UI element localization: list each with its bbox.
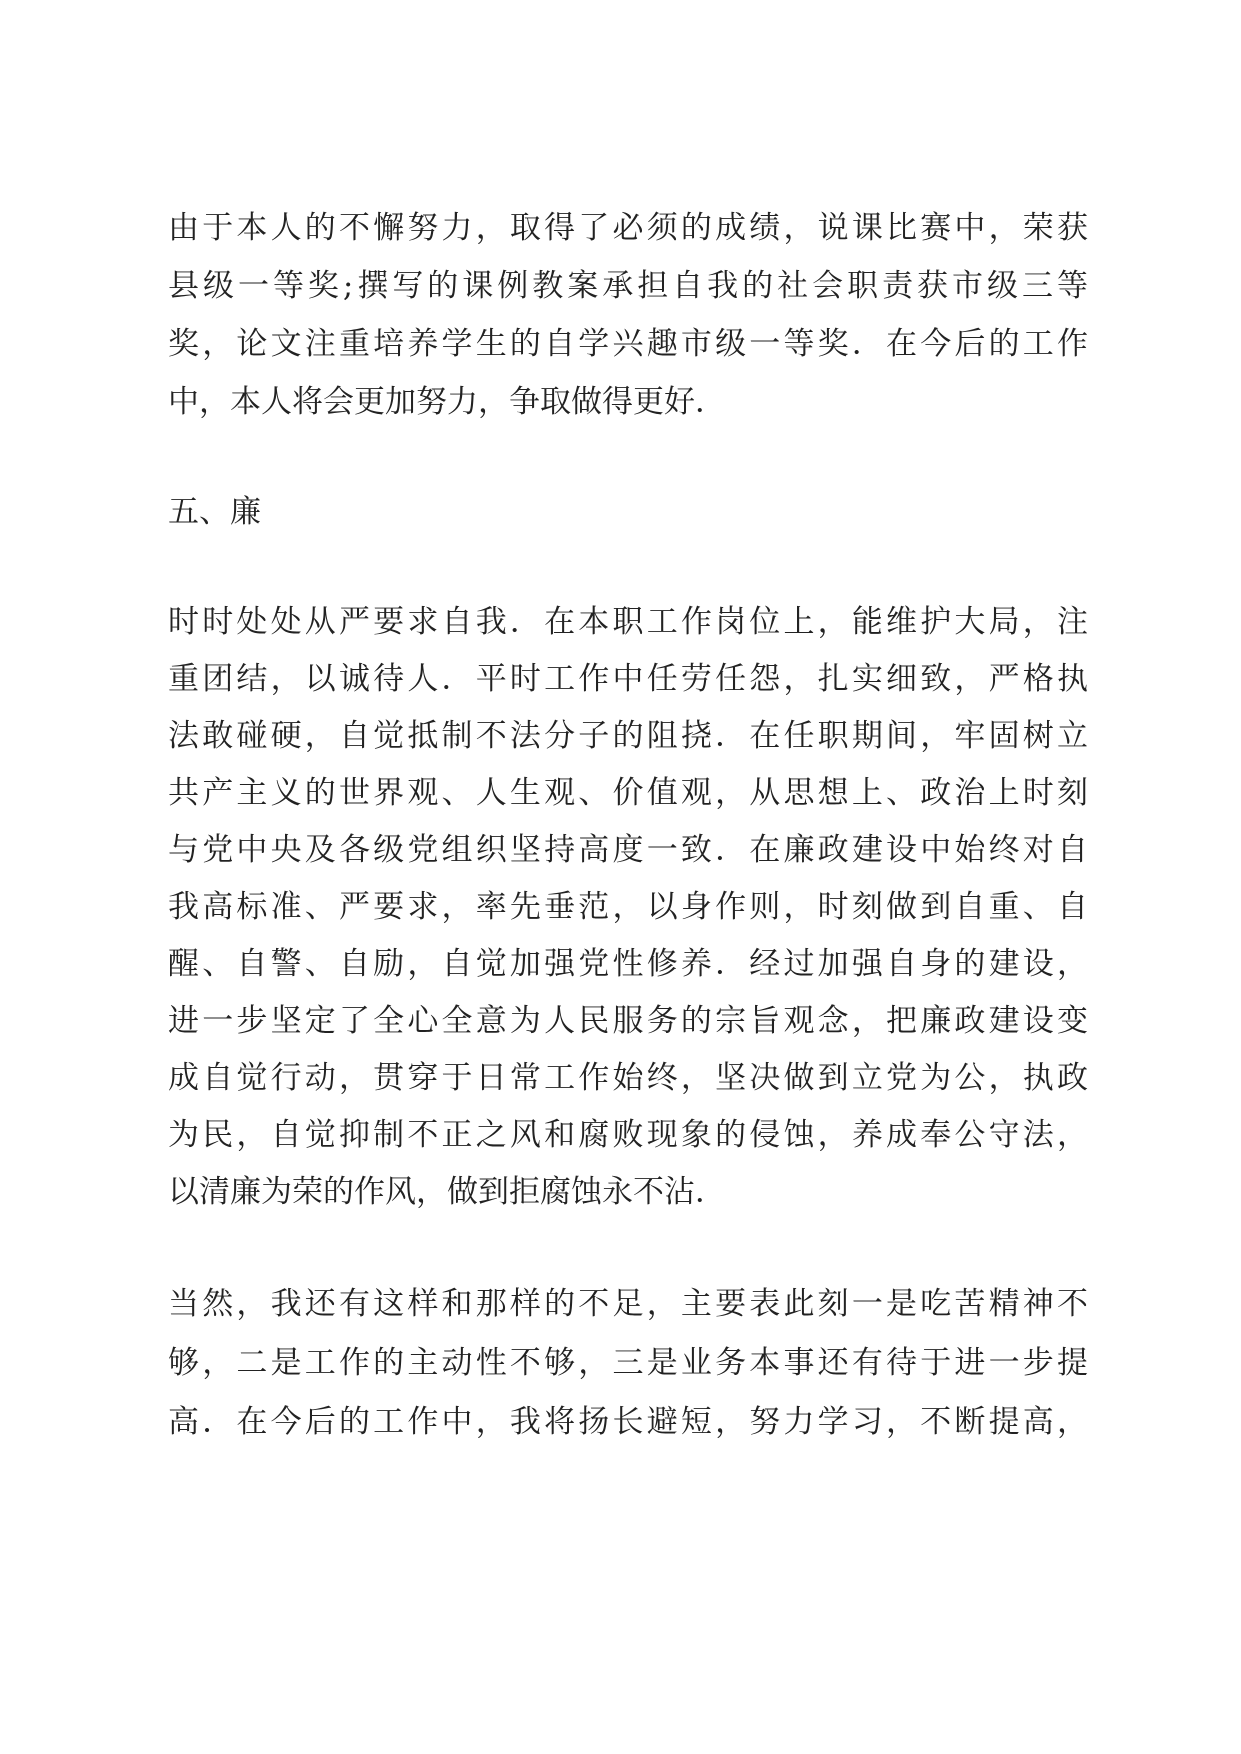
text-line: 够，二是工作的主动性不够，三是业务本事还有待于进一步提: [168, 1345, 1088, 1381]
text-line: 醒、自警、自励，自觉加强党性修养．经过加强自身的建设，: [168, 946, 1088, 982]
text-line: 时时处处从严要求自我．在本职工作岗位上，能维护大局，注: [168, 604, 1088, 640]
text-line: 当然，我还有这样和那样的不足，主要表此刻一是吃苦精神不: [168, 1286, 1088, 1322]
text-line: 县级一等奖;撰写的课例教案承担自我的社会职责获市级三等: [168, 268, 1088, 304]
text-line: 我高标准、严要求，率先垂范，以身作则，时刻做到自重、自: [168, 889, 1088, 925]
text-line: 奖，论文注重培养学生的自学兴趣市级一等奖．在今后的工作: [168, 326, 1088, 362]
text-line: 由于本人的不懈努力，取得了必须的成绩，说课比赛中，荣获: [168, 210, 1088, 246]
text-line: 法敢碰硬，自觉抵制不法分子的阻挠．在任职期间，牢固树立: [168, 718, 1088, 754]
text-line: 中，本人将会更加努力，争取做得更好．: [168, 384, 726, 420]
text-line: 进一步坚定了全心全意为人民服务的宗旨观念，把廉政建设变: [168, 1003, 1088, 1039]
text-line: 与党中央及各级党组织坚持高度一致．在廉政建设中始终对自: [168, 832, 1088, 868]
text-line: 以清廉为荣的作风，做到拒腐蚀永不沾．: [168, 1174, 726, 1210]
text-line: 重团结，以诚待人．平时工作中任劳任怨，扎实细致，严格执: [168, 661, 1088, 697]
text-line: 共产主义的世界观、人生观、价值观，从思想上、政治上时刻: [168, 775, 1088, 811]
text-line: 为民，自觉抑制不正之风和腐败现象的侵蚀，养成奉公守法，: [168, 1117, 1088, 1153]
text-line: 成自觉行动，贯穿于日常工作始终，坚决做到立党为公，执政: [168, 1060, 1088, 1096]
heading-text: 五、廉: [168, 494, 261, 530]
text-line: 高．在今后的工作中，我将扬长避短，努力学习，不断提高，: [168, 1404, 1088, 1440]
